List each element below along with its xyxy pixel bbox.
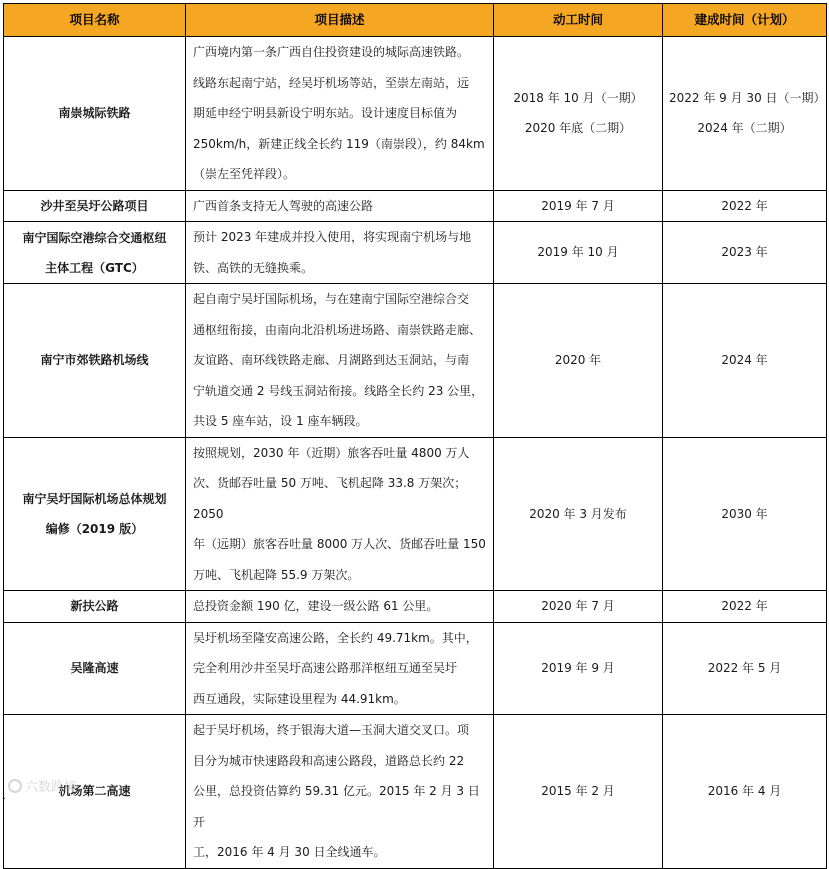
project-name-line: 南宁国际空港综合交通枢纽 — [22, 230, 167, 245]
project-description-line: 线路东起南宁站，经吴圩机场等站，至崇左南站，远 — [193, 75, 470, 90]
completion-time-line: 2016 年 4 月 — [707, 784, 782, 798]
start-time-line: 2019 年 9 月 — [541, 661, 615, 675]
start-time-line: 2020 年 — [554, 353, 602, 367]
project-description-line: 工，2016 年 4 月 30 日全线通车。 — [193, 845, 386, 859]
project-description-line: 吴圩机场至隆安高速公路，全长约 49.71km。其中， — [193, 630, 478, 645]
start-time-cell — [494, 715, 663, 869]
project-description-line: 按照规划，2030 年（近期）旅客吞吐量 4800 万人 — [193, 445, 470, 460]
start-time-cell — [494, 622, 663, 715]
project-description-cell — [186, 284, 494, 438]
footer-mark: . — [3, 791, 7, 802]
project-description-cell — [186, 37, 494, 191]
project-name-line: 沙井至吴圩公路项目 — [40, 198, 149, 213]
project-description-cell — [186, 222, 494, 284]
header-project-description: 项目描述 — [186, 4, 494, 37]
completion-time-line: 2022 年 9 月 30 日（一期） — [669, 90, 826, 105]
project-description-line: 西互通段，实际建设里程为 44.91km。 — [193, 691, 406, 706]
start-time-line: 2019 年 7 月 — [541, 198, 615, 213]
completion-time-cell — [663, 222, 827, 284]
start-time-cell — [494, 222, 663, 284]
project-description-line: 公里，总投资估算约 59.31 亿元。2015 年 2 月 3 日开 — [193, 784, 480, 829]
project-description-line: （崇左至凭祥段）。 — [193, 167, 296, 181]
start-time-line: 2015 年 2 月 — [541, 784, 615, 798]
completion-time-cell — [663, 284, 827, 438]
completion-time-cell — [663, 622, 827, 715]
table-row — [4, 284, 827, 438]
project-description-cell — [186, 591, 494, 623]
project-description-line: 宁轨道交通 2 号线玉洞站衔接。线路全长约 23 公里， — [193, 383, 484, 398]
completion-time-line: 2022 年 — [721, 599, 768, 613]
project-description-cell — [186, 622, 494, 715]
project-description-line: 期延申经宁明县新设宁明东站。设计速度目标值为 — [193, 106, 458, 120]
header-start-time: 动工时间 — [494, 4, 663, 37]
project-description-cell — [186, 437, 494, 591]
watermark — [8, 776, 77, 795]
completion-time-line: 2024 年 — [721, 353, 768, 367]
completion-time-line: 2030 年 — [721, 506, 768, 521]
header-completion-time: 建成时间（计划） — [663, 4, 827, 37]
completion-time-line: 2023 年 — [721, 245, 768, 260]
table-row — [4, 37, 827, 191]
completion-time-line: 2022 年 — [721, 198, 768, 213]
project-description-line: 总投资金额 190 亿，建设一级公路 61 公里。 — [193, 599, 439, 613]
table-row — [4, 437, 827, 591]
project-description-line: 250km/h，新建正线全长约 119（南崇段），约 84km — [193, 136, 485, 151]
project-name-cell — [4, 284, 186, 438]
start-time-cell — [494, 437, 663, 591]
start-time-line: 2019 年 10 月 — [537, 245, 619, 260]
project-table — [3, 3, 827, 869]
project-description-line: 万吨、飞机起降 55.9 万架次。 — [193, 567, 360, 582]
completion-time-cell — [663, 190, 827, 222]
project-name-cell — [4, 37, 186, 191]
start-time-cell — [494, 190, 663, 222]
project-description-line: 起自南宁吴圩国际机场，与在建南宁国际空港综合交 — [193, 292, 470, 306]
project-description-line: 目分为城市快速路段和高速公路段，道路总长约 22 — [193, 753, 465, 768]
table-row — [4, 190, 827, 222]
project-description-cell — [186, 190, 494, 222]
project-description-line: 年（远期）旅客吞吐量 8000 万人次、货邮吞吐量 150 — [193, 537, 486, 551]
completion-time-line: 2024 年（二期） — [697, 121, 792, 136]
table-row — [4, 622, 827, 715]
project-description-line: 共设 5 座车站，设 1 座车辆段。 — [193, 414, 368, 428]
project-name-line: 南崇城际铁路 — [58, 106, 131, 121]
project-description-line: 次、货邮吞吐量 50 万吨、飞机起降 33.8 万架次；2050 — [193, 476, 467, 521]
logo-icon — [8, 779, 22, 793]
start-time-line: 2020 年底（二期） — [524, 121, 632, 136]
completion-time-line: 2022 年 5 月 — [707, 661, 782, 675]
project-name-line: 编修（2019 版） — [45, 521, 144, 536]
table-row — [4, 222, 827, 284]
project-description-line: 铁、高铁的无缝换乘。 — [193, 260, 314, 275]
start-time-cell — [494, 591, 663, 623]
table-row — [4, 715, 827, 869]
start-time-line: 2020 年 3 月发布 — [529, 506, 627, 521]
start-time-cell — [494, 37, 663, 191]
completion-time-cell — [663, 715, 827, 869]
project-description-cell — [186, 715, 494, 869]
project-name-cell — [4, 222, 186, 284]
project-name-cell — [4, 591, 186, 623]
project-description-line: 广西首条支持无人驾驶的高速公路 — [193, 198, 374, 213]
project-name-line: 机场第二高速 — [58, 784, 131, 799]
start-time-line: 2020 年 7 月 — [541, 599, 615, 613]
watermark-text: 六数跨境 — [25, 780, 78, 795]
project-name-cell — [4, 437, 186, 591]
project-description-line: 通枢纽衔接，由南向北沿机场进场路、南崇铁路走廊、 — [193, 322, 482, 337]
project-name-cell — [4, 622, 186, 715]
project-description-line: 广西境内第一条广西自住投资建设的城际高速铁路。 — [193, 45, 470, 59]
start-time-cell — [494, 284, 663, 438]
project-name-line: 主体工程（GTC） — [45, 260, 144, 275]
header-project-name: 项目名称 — [4, 4, 186, 37]
project-name-line: 新扶公路 — [70, 599, 119, 614]
table-row — [4, 591, 827, 623]
project-description-line: 预计 2023 年建成并投入使用，将实现南宁机场与地 — [193, 230, 472, 244]
completion-time-cell — [663, 37, 827, 191]
table-header-row — [4, 4, 827, 37]
completion-time-cell — [663, 591, 827, 623]
project-description-line: 起于吴圩机场，终于银海大道—玉洞大道交叉口。项 — [193, 723, 470, 737]
project-name-line: 吴隆高速 — [70, 661, 119, 676]
project-name-cell — [4, 190, 186, 222]
project-description-line: 友谊路、南环线铁路走廊、月湖路到达玉洞站，与南 — [193, 353, 470, 367]
start-time-line: 2018 年 10 月（一期） — [513, 90, 643, 105]
completion-time-cell — [663, 437, 827, 591]
project-description-line: 完全利用沙井至吴圩高速公路那洋枢纽互通至吴圩 — [193, 661, 458, 675]
project-name-line: 南宁市郊铁路机场线 — [40, 353, 149, 368]
project-name-line: 南宁吴圩国际机场总体规划 — [22, 491, 167, 506]
